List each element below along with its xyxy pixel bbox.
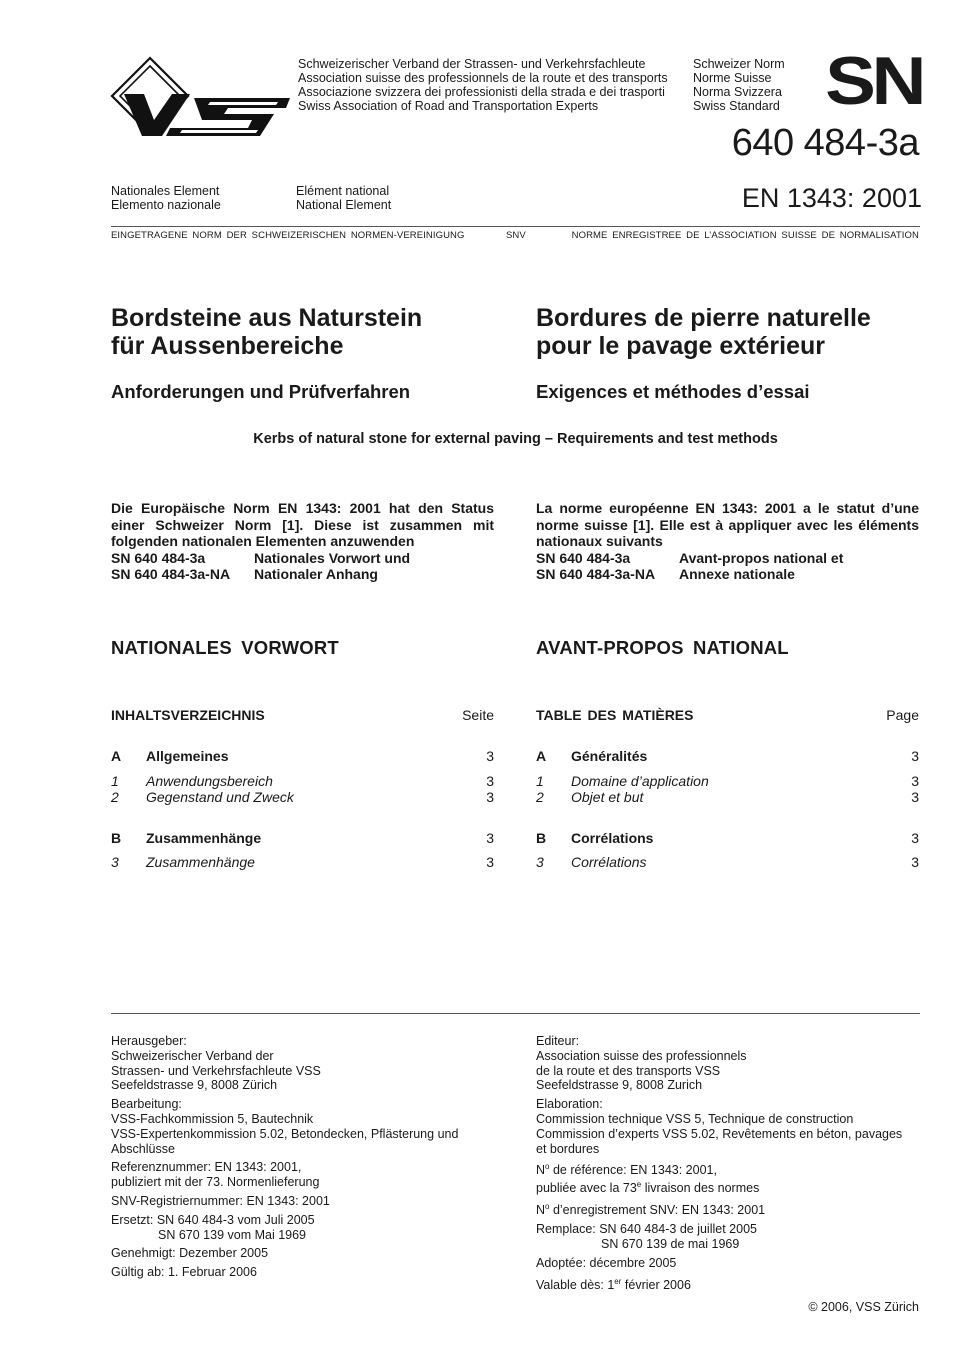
footer-fr-approved: Adoptée: décembre 2005 — [536, 1255, 677, 1270]
footer-de-publisher — [111, 1034, 511, 1093]
toc-de-header — [111, 707, 494, 723]
intro-de-item-desc: Nationales Vorwort und — [254, 549, 411, 566]
intro-fr-item-code: SN 640 484-3a-NA — [536, 566, 656, 582]
title-fr-line2: pour le pavage extérieur — [536, 332, 826, 360]
footer-fr-replaces — [536, 1222, 931, 1252]
footer-fr-publisher-label: Editeur: — [536, 1034, 580, 1048]
toc-entry-num: 1 — [536, 773, 544, 789]
toc-entry-page: 3 — [911, 789, 919, 805]
toc-entry-label: Zusammenhänge — [146, 854, 255, 870]
toc-entry-page: 3 — [486, 748, 494, 764]
footer-divider — [111, 1013, 920, 1014]
footer-de-approved: Genehmigt: Dezember 2005 — [111, 1246, 269, 1261]
footer-fr-edit-label: Elaboration: — [536, 1097, 603, 1112]
footer-de-edit-line: Abschlüsse — [111, 1141, 175, 1156]
toc-entry-label: Objet et but — [571, 789, 644, 805]
vss-logo-text: VSS — [110, 56, 113, 57]
footer-de-replaces — [111, 1213, 511, 1243]
element-label-en: National Element — [296, 198, 392, 212]
toc-entry-num: A — [536, 748, 547, 764]
footer-fr-replaces-line: Remplace: SN 640 484-3 de juillet 2005 — [536, 1222, 757, 1237]
footer-fr-ref-post: de référence: EN 1343: 2001, — [549, 1163, 717, 1178]
element-labels-left — [111, 184, 221, 212]
footer-fr-reference — [536, 1160, 931, 1196]
footer-fr-publisher-line: Seefeldstrasse 9, 8008 Zurich — [536, 1078, 703, 1093]
title-en: Kerbs of natural stone for external paving – Requirements and test methods — [253, 431, 778, 447]
toc-entry-label: Anwendungsbereich — [146, 773, 273, 789]
toc-entry-page: 3 — [911, 854, 919, 870]
registry-snv: SNV — [506, 230, 526, 241]
subtitle-fr: Exigences et méthodes d’essai — [536, 381, 810, 402]
toc-entry-num: 2 — [111, 789, 119, 805]
toc-de-entry[interactable] — [111, 789, 494, 805]
toc-de-page-label: Seite — [462, 707, 494, 723]
footer-fr-snv-sup: o — [545, 1202, 550, 1212]
title-de-line1: Bordsteine aus Naturstein — [111, 304, 423, 332]
footer-fr-publisher-line: de la route et des transports VSS — [536, 1063, 721, 1078]
toc-entry-label: Domaine d’application — [571, 773, 709, 789]
footer-de-reference — [111, 1160, 511, 1190]
toc-entry-num: 3 — [536, 854, 544, 870]
title-fr — [536, 304, 871, 360]
footer-fr-valid-post: février 2006 — [621, 1277, 691, 1292]
foreword-heading-de: NATIONALES VORWORT — [111, 637, 339, 658]
intro-de-text: Die Europäische Norm EN 1343: 2001 hat den Status einer Schweizer Norm [1]. Diese ist zusammen mit folgenden nationalen Elementen anzuwenden — [111, 500, 494, 549]
en-number: EN 1343: 2001 — [741, 183, 922, 213]
toc-fr-entry[interactable] — [536, 773, 919, 789]
intro-de-item-code: SN 640 484-3a — [111, 549, 206, 566]
footer-fr-snv-pre: N — [536, 1203, 546, 1218]
toc-entry-page: 3 — [486, 854, 494, 870]
footer-de-editing — [111, 1097, 511, 1156]
toc-fr-header — [536, 707, 919, 723]
footer-fr — [536, 1034, 931, 1297]
footer-de-edit-line: VSS-Expertenkommission 5.02, Betondecken, Pflästerung und — [111, 1126, 459, 1141]
intro-de — [111, 500, 494, 583]
toc-entry-label: Allgemeines — [146, 748, 229, 764]
toc-de-entry[interactable] — [111, 854, 494, 870]
footer-fr-ref2-pre: publiée avec la 73 — [536, 1181, 637, 1196]
association-line-it: Associazione svizzera dei professionisti della strada e dei trasporti — [298, 85, 665, 99]
toc-fr-page-label: Page — [886, 707, 919, 723]
norm-label-it: Norma Svizzera — [693, 85, 782, 99]
association-line-fr: Association suisse des professionnels de la route et des transports — [298, 71, 668, 85]
intro-de-item-code: SN 640 484-3a-NA — [111, 566, 231, 582]
norm-type-labels — [693, 57, 785, 113]
footer-de-replaces-line: Ersetzt: SN 640 484-3 vom Juli 2005 — [111, 1212, 315, 1227]
toc-fr-entry[interactable] — [536, 854, 919, 870]
norm-label-fr: Norme Suisse — [693, 71, 772, 85]
footer-de-publisher-label: Herausgeber: — [111, 1034, 187, 1048]
association-line-de: Schweizerischer Verband der Strassen- und Verkehrsfachleute — [298, 57, 646, 71]
registry-fr: NORME ENREGISTREE DE L’ASSOCIATION SUISSE DE NORMALISATION — [571, 230, 919, 241]
intro-fr-item — [536, 550, 919, 567]
toc-fr-entry[interactable] — [536, 748, 919, 764]
toc-entry-label: Généralités — [571, 748, 648, 764]
footer-de-edit-line: VSS-Fachkommission 5, Bautechnik — [111, 1111, 314, 1126]
footer-fr-valid-pre: Valable dès: 1 — [536, 1277, 615, 1292]
intro-fr — [536, 500, 919, 583]
footer-fr-ref-sup: o — [545, 1162, 550, 1172]
subtitle-de: Anforderungen und Prüfverfahren — [111, 381, 411, 402]
footer-fr-publisher — [536, 1034, 931, 1093]
toc-fr-entry[interactable] — [536, 789, 919, 805]
footer-fr-valid-sup: er — [614, 1276, 622, 1286]
footer-fr-snv-post: d’enregistrement SNV: EN 1343: 2001 — [549, 1203, 766, 1218]
copyright: © 2006, VSS Zürich — [808, 1300, 919, 1314]
footer-fr-editing — [536, 1097, 931, 1156]
footer-de — [111, 1034, 511, 1284]
toc-entry-label: Zusammenhänge — [146, 830, 262, 846]
toc-entry-num: 1 — [111, 773, 119, 789]
norm-number: 640 484-3a — [731, 122, 919, 164]
toc-entry-num: A — [111, 748, 122, 764]
association-names — [298, 57, 668, 113]
toc-entry-label: Corrélations — [571, 830, 654, 846]
toc-entry-num: 2 — [536, 789, 544, 805]
footer-de-replaces-line: SN 670 139 vom Mai 1969 — [158, 1227, 307, 1242]
toc-de-entry[interactable] — [111, 830, 494, 846]
foreword-heading-fr: AVANT-PROPOS NATIONAL — [536, 637, 789, 658]
footer-fr-edit-line: Commission d’experts VSS 5.02, Revêtements en béton, pavages — [536, 1126, 903, 1141]
toc-entry-num: 3 — [111, 854, 119, 870]
footer-fr-edit-line: Commission technique VSS 5, Technique de construction — [536, 1111, 854, 1126]
toc-entry-page: 3 — [486, 773, 494, 789]
header-divider — [111, 226, 920, 227]
footer-fr-valid — [536, 1275, 931, 1293]
element-label-it: Elemento nazionale — [111, 198, 221, 212]
toc-entry-page: 3 — [486, 789, 494, 805]
toc-entry-num: B — [536, 830, 547, 846]
norm-label-de: Schweizer Norm — [693, 57, 785, 71]
registry-de: EINGETRAGENE NORM DER SCHWEIZERISCHEN NORMEN-VEREINIGUNG — [111, 230, 465, 241]
footer-de-ref-line: publiziert mit der 73. Normenlieferung — [111, 1175, 320, 1190]
footer-de-publisher-line: Strassen- und Verkehrsfachleute VSS — [111, 1063, 321, 1078]
toc-fr-entry[interactable] — [536, 830, 919, 846]
toc-de-entry[interactable] — [111, 748, 494, 764]
footer-fr-ref-pre: N — [536, 1163, 546, 1178]
intro-fr-text: La norme européenne EN 1343: 2001 a le statut d’une norme suisse [1]. Elle est à appliquer avec les éléments nationaux suivants — [536, 500, 919, 549]
footer-de-publisher-line: Seefeldstrasse 9, 8008 Zürich — [111, 1078, 278, 1093]
toc-entry-page: 3 — [911, 748, 919, 764]
sn-logo: SN — [825, 43, 922, 119]
footer-de-ref-line: Referenznummer: EN 1343: 2001, — [111, 1160, 302, 1175]
intro-de-item — [111, 566, 494, 583]
intro-de-item — [111, 550, 494, 567]
element-label-de: Nationales Element — [111, 184, 220, 198]
toc-de — [111, 707, 494, 877]
footer-de-publisher-line: Schweizerischer Verband der — [111, 1048, 274, 1063]
footer-fr-replaces-line: SN 670 139 de mai 1969 — [601, 1237, 740, 1252]
association-line-en: Swiss Association of Road and Transportation Experts — [298, 99, 599, 113]
element-labels-right — [296, 184, 391, 212]
intro-fr-item — [536, 566, 919, 583]
toc-fr — [536, 707, 919, 877]
footer-de-edit-label: Bearbeitung: — [111, 1097, 182, 1112]
intro-fr-item-desc: Avant-propos national et — [679, 549, 844, 566]
toc-de-entry[interactable] — [111, 773, 494, 789]
vss-logo — [110, 56, 292, 140]
toc-entry-label: Gegenstand und Zweck — [146, 789, 294, 805]
footer-fr-snv — [536, 1200, 931, 1218]
toc-entry-num: B — [111, 830, 122, 846]
footer-fr-ref2-sup: e — [636, 1180, 642, 1190]
element-label-fr: Elément national — [296, 184, 390, 198]
intro-de-item-desc: Nationaler Anhang — [254, 566, 378, 582]
intro-fr-item-desc: Annexe nationale — [679, 566, 795, 582]
title-de — [111, 304, 422, 360]
toc-entry-page: 3 — [486, 830, 494, 846]
footer-de-valid: Gültig ab: 1. Februar 2006 — [111, 1265, 257, 1280]
footer-fr-ref2-post: livraison des normes — [641, 1181, 760, 1196]
title-fr-line1: Bordures de pierre naturelle — [536, 304, 871, 332]
toc-de-title: INHALTSVERZEICHNIS — [111, 707, 265, 723]
norm-label-en: Swiss Standard — [693, 99, 780, 113]
footer-de-snv: SNV-Registriernummer: EN 1343: 2001 — [111, 1193, 330, 1208]
toc-entry-label: Corrélations — [571, 854, 647, 870]
intro-fr-item-code: SN 640 484-3a — [536, 549, 631, 566]
toc-entry-page: 3 — [911, 773, 919, 789]
toc-entry-page: 3 — [911, 830, 919, 846]
toc-fr-title: TABLE DES MATIÈRES — [536, 707, 694, 723]
title-de-line2: für Aussenbereiche — [111, 332, 344, 360]
footer-fr-publisher-line: Association suisse des professionnels — [536, 1048, 747, 1063]
footer-fr-edit-line: et bordures — [536, 1141, 600, 1156]
